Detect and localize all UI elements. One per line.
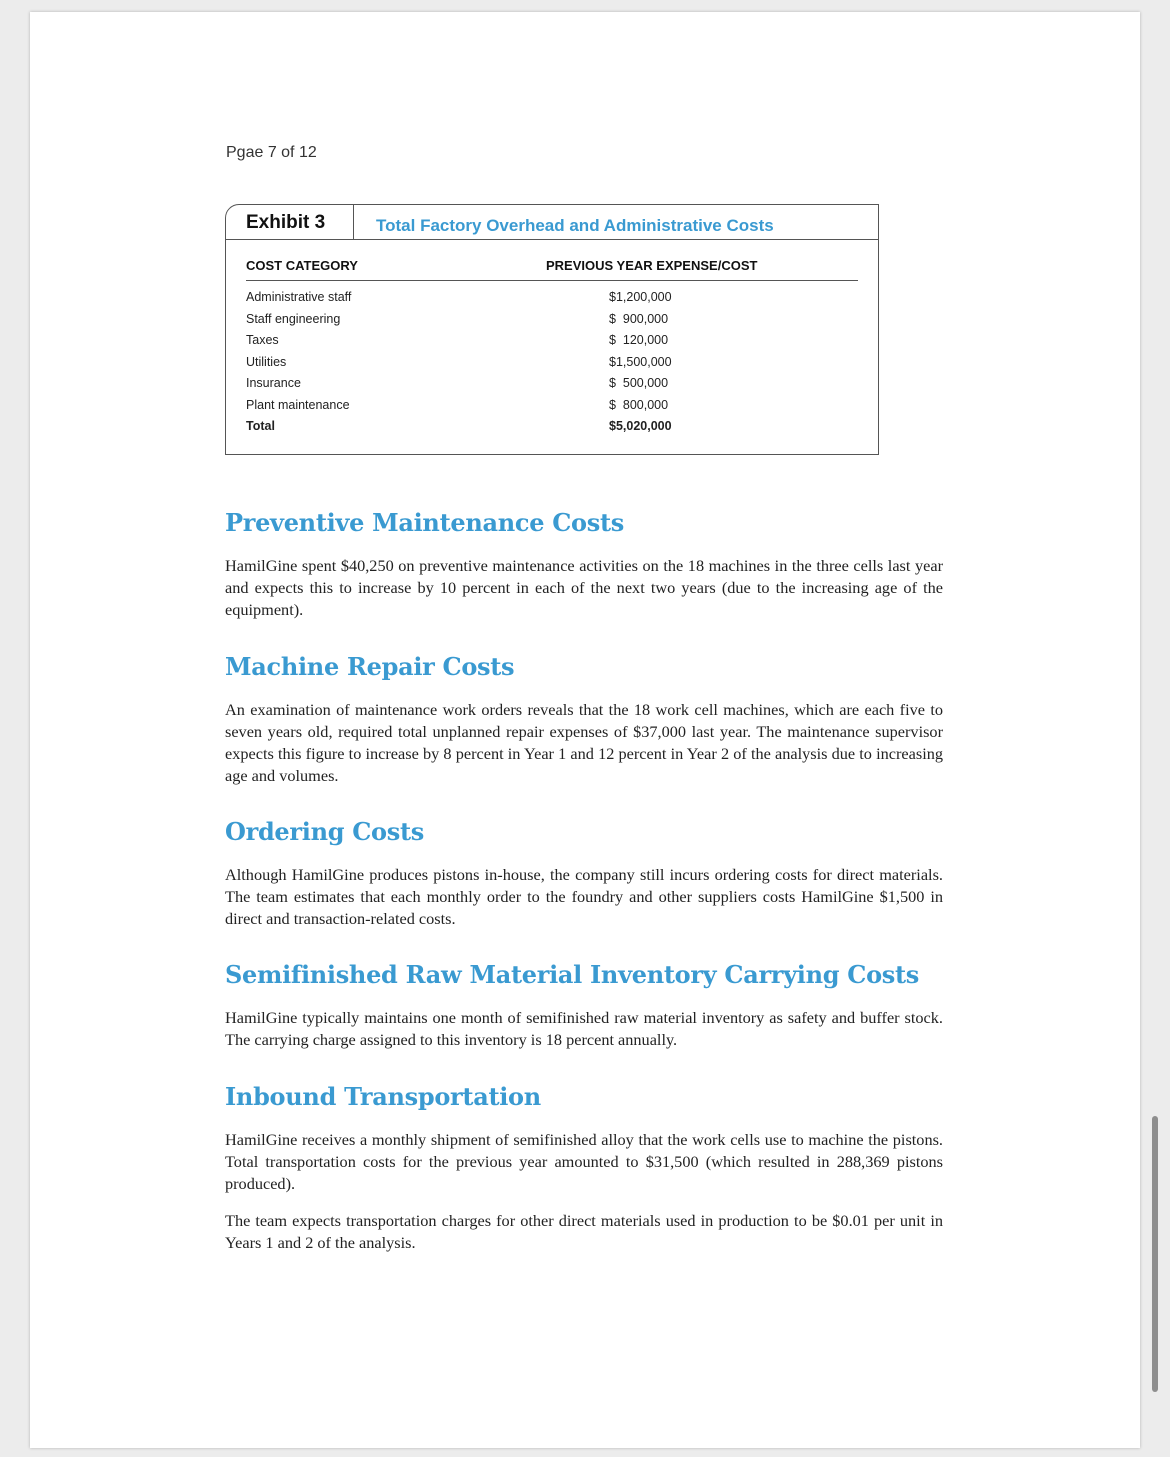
paragraph-ordering-costs: Although HamilGine produces pistons in-house, the company still incurs ordering costs for direct materials. The team estimates that each monthly order to the foundry and other suppliers costs HamilGine $1,500 in direct and transaction-related costs. xyxy=(225,865,943,928)
row-category: Utilities xyxy=(246,354,287,369)
heading-inbound-transportation: Inbound Transportation xyxy=(225,1082,541,1111)
table-body xyxy=(246,286,858,437)
row-amount: $1,500,000 xyxy=(609,354,672,369)
row-amount: $ 120,000 xyxy=(609,333,669,347)
page-number: Pgae 7 of 12 xyxy=(226,144,317,161)
heading-preventive-maintenance: Preventive Maintenance Costs xyxy=(225,508,624,537)
row-category: Plant maintenance xyxy=(246,397,350,412)
col-header-expense: PREVIOUS YEAR EXPENSE/COST xyxy=(546,258,758,273)
row-category: Staff engineering xyxy=(246,311,341,326)
table-total-row xyxy=(246,415,858,437)
paragraph-inbound-transportation-1: HamilGine receives a monthly shipment of semifinished alloy that the work cells use to machine the pistons. Total transportation costs for the previous year amounted to $31,500 (which resulted in 288,369 pistons produced). xyxy=(225,1130,943,1193)
heading-carrying-costs: Semifinished Raw Material Inventory Carrying Costs xyxy=(225,960,919,989)
col-header-category: COST CATEGORY xyxy=(246,258,358,273)
exhibit-3-table xyxy=(225,204,879,455)
exhibit-header xyxy=(226,205,878,240)
cost-table xyxy=(246,258,858,437)
row-category: Administrative staff xyxy=(246,290,352,304)
table-row xyxy=(246,286,858,308)
total-amount: $5,020,000 xyxy=(609,419,672,433)
row-amount: $ 800,000 xyxy=(609,397,669,412)
paragraph-preventive-maintenance: HamilGine spent $40,250 on preventive maintenance activities on the 18 machines in the three cells last year and expects this to increase by 10 percent in each of the next two years (due to the increasing age of the equipment). xyxy=(225,556,943,619)
document-page xyxy=(30,12,1140,1448)
table-row xyxy=(246,394,858,416)
total-label: Total xyxy=(246,419,275,433)
table-row xyxy=(246,351,858,373)
row-amount: $ 900,000 xyxy=(609,311,669,326)
row-category: Insurance xyxy=(246,376,301,390)
exhibit-title: Total Factory Overhead and Administrative Costs xyxy=(376,216,774,235)
paragraph-inbound-transportation-2: The team expects transportation charges for other direct materials used in production to be $0.01 per unit in Years 1 and 2 of the analysis. xyxy=(225,1211,943,1252)
paragraph-carrying-costs: HamilGine typically maintains one month of semifinished raw material inventory as safety and buffer stock. The carrying charge assigned to this inventory is 18 percent annually. xyxy=(225,1008,943,1049)
table-row xyxy=(246,308,858,330)
paragraph-machine-repair: An examination of maintenance work orders reveals that the 18 work cell machines, which are each five to seven years old, required total unplanned repair expenses of $37,000 last year. The maintenance supervisor expects this figure to increase by 8 percent in Year 1 and 12 percent in Year 2 of the analysis due to increasing age and volumes. xyxy=(225,700,943,785)
table-header-row xyxy=(246,258,858,281)
vertical-scrollbar[interactable] xyxy=(1152,1116,1158,1392)
row-amount: $1,200,000 xyxy=(609,290,672,304)
row-category: Taxes xyxy=(246,333,279,347)
table-row xyxy=(246,329,858,351)
exhibit-label: Exhibit 3 xyxy=(226,205,354,239)
row-amount: $ 500,000 xyxy=(609,376,669,390)
heading-ordering-costs: Ordering Costs xyxy=(225,817,424,846)
heading-machine-repair: Machine Repair Costs xyxy=(225,652,515,681)
table-row xyxy=(246,372,858,394)
